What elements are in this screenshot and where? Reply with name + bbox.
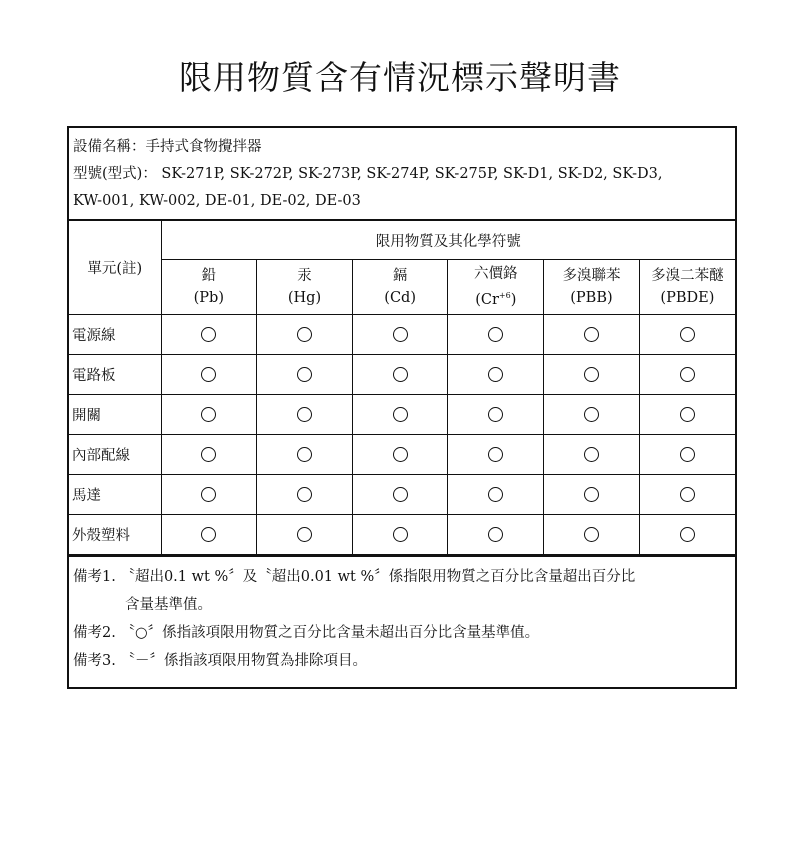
mark-cell bbox=[544, 395, 640, 435]
circle-mark-icon bbox=[393, 447, 408, 462]
circle-mark-icon bbox=[584, 447, 599, 462]
circle-mark-icon bbox=[680, 527, 695, 542]
circle-mark-icon bbox=[393, 407, 408, 422]
mark-cell bbox=[161, 475, 257, 515]
circle-mark-icon bbox=[201, 487, 216, 502]
circle-mark-icon bbox=[584, 527, 599, 542]
substance-header bbox=[161, 260, 257, 315]
mark-cell bbox=[257, 475, 353, 515]
substance-symbol bbox=[448, 285, 543, 311]
model-list-line-2: KW-001, KW-002, DE-01, DE-02, DE-03 bbox=[73, 193, 361, 209]
substance-name: 多溴二苯醚 bbox=[651, 268, 724, 284]
mark-cell bbox=[544, 435, 640, 475]
circle-mark-icon bbox=[680, 327, 695, 342]
mark-cell bbox=[161, 515, 257, 555]
substance-name: 鎘 bbox=[392, 268, 408, 284]
mark-cell bbox=[352, 355, 448, 395]
part-name: 內部配線 bbox=[69, 435, 161, 475]
substance-symbol-text: (PBB) bbox=[570, 290, 613, 306]
mark-cell bbox=[352, 515, 448, 555]
mark-cell bbox=[161, 395, 257, 435]
substance-header bbox=[448, 260, 544, 315]
circle-mark-icon bbox=[393, 527, 408, 542]
circle-mark-icon bbox=[201, 527, 216, 542]
circle-mark-icon bbox=[680, 367, 695, 382]
table-row bbox=[69, 355, 735, 395]
device-info bbox=[69, 128, 735, 219]
declaration-frame bbox=[67, 126, 737, 689]
mark-cell bbox=[161, 315, 257, 355]
part-name: 電路板 bbox=[69, 355, 161, 395]
mark-cell bbox=[352, 315, 448, 355]
part-name: 電源線 bbox=[69, 315, 161, 355]
substance-name: 六價鉻 bbox=[474, 266, 518, 283]
mark-cell bbox=[257, 355, 353, 395]
substance-name: 多溴聯苯 bbox=[562, 268, 621, 284]
circle-mark-icon bbox=[393, 367, 408, 382]
oxidation-state: +6 bbox=[498, 291, 511, 301]
circle-mark-icon bbox=[488, 487, 503, 502]
circle-mark-icon bbox=[584, 487, 599, 502]
substance-header bbox=[352, 260, 448, 315]
symbol-close: ) bbox=[510, 291, 517, 308]
substance-name: 鉛 bbox=[201, 268, 217, 284]
substance-symbol-text: (Cd) bbox=[384, 290, 416, 306]
note-1: 備考1. 〝超出0.1 wt %〞及〝超出0.01 wt %〞係指限用物質之百分比含量超出百分比 bbox=[73, 569, 636, 585]
circle-mark-icon bbox=[488, 327, 503, 342]
mark-cell bbox=[448, 315, 544, 355]
substance-symbol-text: (Cr bbox=[475, 291, 499, 308]
substance-symbol bbox=[640, 287, 735, 309]
mark-cell bbox=[257, 315, 353, 355]
substance-symbol-text: (Pb) bbox=[193, 290, 224, 306]
substance-header bbox=[257, 260, 353, 315]
mark-cell bbox=[544, 515, 640, 555]
circle-mark-icon bbox=[297, 487, 312, 502]
table-row bbox=[69, 435, 735, 475]
table-row bbox=[69, 475, 735, 515]
circle-mark-icon bbox=[393, 487, 408, 502]
part-name: 外殼塑料 bbox=[69, 515, 161, 555]
circle-mark-icon bbox=[584, 367, 599, 382]
circle-mark-icon bbox=[201, 367, 216, 382]
table-row bbox=[69, 515, 735, 555]
circle-mark-icon bbox=[297, 447, 312, 462]
substance-symbol bbox=[544, 287, 639, 309]
mark-cell bbox=[544, 475, 640, 515]
mark-cell bbox=[352, 475, 448, 515]
substance-symbol bbox=[353, 287, 448, 309]
mark-cell bbox=[161, 355, 257, 395]
mark-cell bbox=[639, 475, 735, 515]
page-title: 限用物質含有情況標示聲明書 bbox=[179, 58, 621, 97]
substance-header bbox=[639, 260, 735, 315]
mark-cell bbox=[639, 515, 735, 555]
mark-cell bbox=[448, 355, 544, 395]
mark-cell bbox=[544, 315, 640, 355]
circle-mark-icon bbox=[297, 407, 312, 422]
circle-mark-icon bbox=[680, 447, 695, 462]
substance-name: 汞 bbox=[297, 268, 312, 284]
mark-cell bbox=[448, 515, 544, 555]
substance-symbol-text: (PBDE) bbox=[660, 290, 715, 306]
mark-cell bbox=[257, 395, 353, 435]
mark-cell bbox=[448, 395, 544, 435]
mark-cell bbox=[161, 435, 257, 475]
mark-cell bbox=[639, 355, 735, 395]
part-name: 馬達 bbox=[69, 475, 161, 515]
mark-cell bbox=[448, 475, 544, 515]
note-1-continued bbox=[73, 591, 731, 619]
circle-mark-icon bbox=[488, 407, 503, 422]
mark-cell bbox=[352, 395, 448, 435]
circle-mark-icon bbox=[393, 327, 408, 342]
device-name: 設備名稱：手持式食物攪拌器 bbox=[73, 139, 262, 155]
mark-cell bbox=[257, 515, 353, 555]
substance-symbol-text: (Hg) bbox=[287, 290, 322, 306]
circle-mark-icon bbox=[201, 327, 216, 342]
mark-cell bbox=[257, 435, 353, 475]
circle-mark-icon bbox=[201, 447, 216, 462]
circle-mark-icon bbox=[297, 527, 312, 542]
substance-symbol bbox=[162, 287, 257, 309]
substance-symbol bbox=[257, 287, 352, 309]
circle-mark-icon bbox=[584, 407, 599, 422]
table-row bbox=[69, 315, 735, 355]
circle-mark-icon bbox=[297, 367, 312, 382]
mark-cell bbox=[639, 435, 735, 475]
note-2: 備考2. 〝○〞係指該項限用物質之百分比含量未超出百分比含量基準值。 bbox=[73, 625, 540, 641]
circle-mark-icon bbox=[680, 407, 695, 422]
part-name: 開關 bbox=[69, 395, 161, 435]
circle-mark-icon bbox=[680, 487, 695, 502]
circle-mark-icon bbox=[488, 367, 503, 382]
circle-mark-icon bbox=[488, 527, 503, 542]
mark-cell bbox=[448, 435, 544, 475]
circle-mark-icon bbox=[297, 327, 312, 342]
notes-section bbox=[69, 555, 735, 687]
unit-header: 單元(註) bbox=[69, 220, 161, 315]
model-list-line-1: 型號(型式)： SK-271P, SK-272P, SK-273P, SK-274P, SK-275P, SK-D1, SK-D2, SK-D3, bbox=[73, 166, 663, 182]
mark-cell bbox=[639, 315, 735, 355]
substance-header bbox=[544, 260, 640, 315]
circle-mark-icon bbox=[584, 327, 599, 342]
circle-mark-icon bbox=[488, 447, 503, 462]
circle-mark-icon bbox=[201, 407, 216, 422]
substance-table bbox=[69, 219, 735, 555]
substance-group-header: 限用物質及其化學符號 bbox=[161, 220, 735, 260]
note-1-line-2: 含量基準值。 bbox=[125, 597, 212, 613]
table-row bbox=[69, 395, 735, 435]
note-3: 備考3. 〝－〞係指該項限用物質為排除項目。 bbox=[73, 653, 367, 669]
table-header-row bbox=[69, 220, 735, 260]
mark-cell bbox=[639, 395, 735, 435]
mark-cell bbox=[544, 355, 640, 395]
substance-header-row bbox=[69, 260, 735, 315]
mark-cell bbox=[352, 435, 448, 475]
